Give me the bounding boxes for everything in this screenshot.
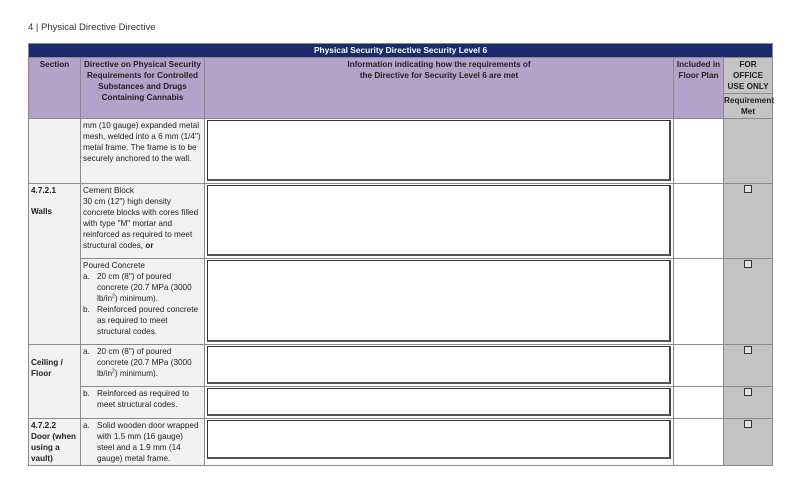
header-office-use bbox=[724, 58, 773, 119]
header-information bbox=[205, 58, 674, 119]
header-floor-plan: Included in Floor Plan bbox=[674, 58, 724, 119]
list-marker: b. bbox=[83, 389, 90, 398]
list-marker: b. bbox=[83, 305, 90, 314]
info-input[interactable] bbox=[207, 420, 671, 459]
section-cell-door bbox=[29, 419, 81, 466]
list-text: 20 cm (8") of poured concrete (20.7 MPa (3000 lb/in bbox=[97, 272, 192, 303]
info-input[interactable] bbox=[207, 388, 671, 416]
requirement-met-cell bbox=[724, 184, 773, 259]
list-text: Solid wooden door wrapped with 1.5 mm (16 gauge) steel and a 1.9 mm (14 gauge) metal frame. bbox=[97, 421, 199, 463]
list-item bbox=[83, 388, 202, 410]
info-cell bbox=[205, 119, 674, 184]
info-cell bbox=[205, 259, 674, 345]
info-cell bbox=[205, 345, 674, 387]
table-row bbox=[29, 345, 773, 387]
directive-cell bbox=[81, 184, 205, 259]
floor-plan-cell[interactable] bbox=[674, 419, 724, 466]
list-text: ) minimum). bbox=[114, 294, 159, 303]
directive-cell: mm (10 gauge) expanded metal mesh, welded into a 6 mm (1/4") metal frame. The frame is to be securely anchored to the wall. bbox=[81, 119, 205, 184]
checkbox-icon[interactable] bbox=[744, 420, 752, 428]
floor-plan-cell[interactable] bbox=[674, 119, 724, 184]
floor-plan-cell[interactable] bbox=[674, 387, 724, 419]
list-item bbox=[83, 304, 202, 337]
list-text: ) minimum). bbox=[114, 369, 159, 378]
header-office-use-only: FOR OFFICE USE ONLY bbox=[724, 58, 772, 94]
section-cell bbox=[29, 119, 81, 184]
section-cell-ceiling-floor bbox=[29, 345, 81, 419]
requirement-met-cell bbox=[724, 345, 773, 387]
table-row bbox=[29, 119, 773, 184]
checkbox-icon[interactable] bbox=[744, 388, 752, 396]
table-row bbox=[29, 387, 773, 419]
section-number: 4.7.2.2 bbox=[31, 421, 57, 430]
header-requirement-met: Requirement Met bbox=[724, 96, 775, 116]
directive-suffix: or bbox=[145, 241, 154, 250]
list-text: 20 cm (8") of poured concrete (20.7 MPa (3000 lb/in bbox=[97, 347, 192, 378]
section-name: Ceiling / Floor bbox=[31, 358, 63, 378]
section-number: 4.7.2.1 bbox=[31, 186, 57, 195]
requirement-met-cell bbox=[724, 419, 773, 466]
list-text: Reinforced as required to meet structural codes. bbox=[97, 389, 189, 409]
list-marker: a. bbox=[83, 347, 90, 356]
checkbox-icon[interactable] bbox=[744, 185, 752, 193]
info-input[interactable] bbox=[207, 346, 671, 384]
list-text: Reinforced poured concrete as required to meet structural codes. bbox=[97, 305, 199, 336]
info-input[interactable] bbox=[207, 260, 671, 342]
floor-plan-cell[interactable] bbox=[674, 184, 724, 259]
directive-title: Poured Concrete bbox=[83, 261, 145, 270]
page-header: 4 | Physical Directive Directive bbox=[28, 22, 156, 33]
security-directive-table bbox=[28, 43, 773, 466]
header-section: Section bbox=[29, 58, 81, 119]
directive-cell bbox=[81, 387, 205, 419]
section-cell-walls bbox=[29, 184, 81, 345]
info-cell bbox=[205, 387, 674, 419]
list-marker: a. bbox=[83, 421, 90, 430]
info-input[interactable] bbox=[207, 185, 671, 256]
superscript: 2 bbox=[112, 293, 115, 300]
superscript: 2 bbox=[112, 368, 115, 375]
directive-text: 30 cm (12") high density concrete blocks with cores filled with type "M" mortar and reinforced as required to meet structural codes, bbox=[83, 197, 199, 250]
table-row bbox=[29, 184, 773, 259]
checkbox-icon[interactable] bbox=[744, 260, 752, 268]
directive-cell bbox=[81, 345, 205, 387]
section-name: Door (when using a vault) bbox=[31, 432, 77, 463]
section-name: Walls bbox=[31, 207, 53, 216]
floor-plan-cell[interactable] bbox=[674, 345, 724, 387]
list-item bbox=[83, 271, 202, 304]
directive-cell bbox=[81, 419, 205, 466]
list-marker: a. bbox=[83, 272, 90, 281]
directive-title: Cement Block bbox=[83, 186, 134, 195]
header-info-line1: Information indicating how the requirements of bbox=[347, 60, 531, 69]
list-item bbox=[83, 420, 202, 464]
info-input[interactable] bbox=[207, 120, 671, 181]
table-row bbox=[29, 259, 773, 345]
header-directive: Directive on Physical Security Requirements for Controlled Substances and Drugs Containing Cannabis bbox=[81, 58, 205, 119]
table-title: Physical Security Directive Security Level 6 bbox=[29, 44, 773, 58]
directive-cell bbox=[81, 259, 205, 345]
requirement-met-cell bbox=[724, 259, 773, 345]
info-cell bbox=[205, 419, 674, 466]
requirement-met-cell bbox=[724, 119, 773, 184]
requirement-met-cell bbox=[724, 387, 773, 419]
table-row bbox=[29, 419, 773, 466]
info-cell bbox=[205, 184, 674, 259]
floor-plan-cell[interactable] bbox=[674, 259, 724, 345]
checkbox-icon[interactable] bbox=[744, 346, 752, 354]
list-item bbox=[83, 346, 202, 379]
header-info-line2: the Directive for Security Level 6 are met bbox=[359, 71, 519, 80]
